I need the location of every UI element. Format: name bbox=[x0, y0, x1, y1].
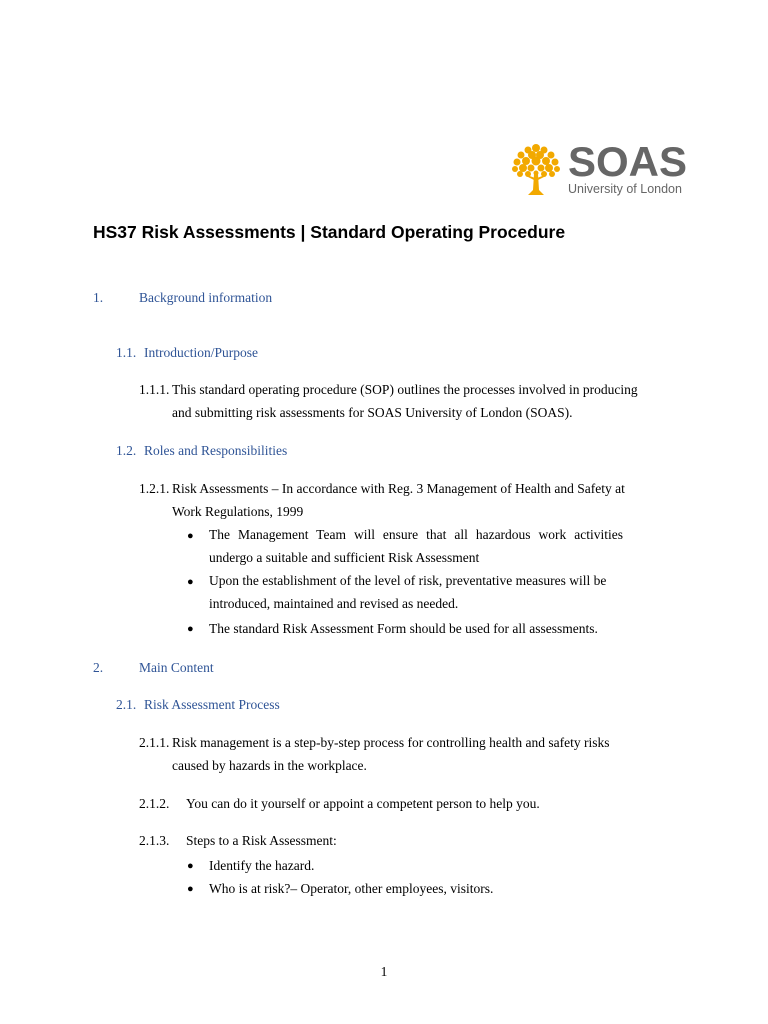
bullet-glyph: ● bbox=[187, 860, 194, 872]
section-2-1-number: 2.1. bbox=[116, 697, 137, 712]
item-2-1-2-number: 2.1.2. bbox=[139, 796, 170, 811]
section-2-heading: Main Content bbox=[139, 660, 214, 675]
item-1-2-1-number: 1.2.1. bbox=[139, 481, 170, 496]
bullet-item: The standard Risk Assessment Form should be used for all assessments. bbox=[209, 621, 598, 636]
item-2-1-3-text: Steps to a Risk Assessment: bbox=[186, 833, 337, 848]
item-2-1-3-number: 2.1.3. bbox=[139, 833, 170, 848]
item-1-2-1-line2: Work Regulations, 1999 bbox=[172, 504, 304, 519]
section-2-1-heading: Risk Assessment Process bbox=[144, 697, 280, 712]
bullet-glyph: ● bbox=[187, 883, 194, 895]
bullet-glyph: ● bbox=[187, 576, 194, 588]
item-2-1-2-text: You can do it yourself or appoint a competent person to help you. bbox=[186, 796, 540, 811]
item-1-1-1-line1: This standard operating procedure (SOP) outlines the processes involved in producing bbox=[172, 382, 638, 397]
item-1-1-1-number: 1.1.1. bbox=[139, 382, 170, 397]
logo-brand: SOAS bbox=[568, 138, 688, 185]
section-1-2-number: 1.2. bbox=[116, 443, 137, 458]
bullet-item: Identify the hazard. bbox=[209, 858, 315, 873]
bullet-item: Upon the establishment of the level of risk, preventative measures will be introduced, maintained and revised as needed. bbox=[209, 573, 607, 611]
section-1-number: 1. bbox=[93, 290, 104, 305]
item-2-1-1-line1: Risk management is a step-by-step process for controlling health and safety risks bbox=[172, 735, 610, 750]
item-1-2-1-line1: Risk Assessments – In accordance with Reg. 3 Management of Health and Safety at bbox=[172, 481, 625, 496]
page-number: 1 bbox=[380, 964, 388, 979]
section-1-heading: Background information bbox=[139, 290, 273, 305]
item-2-1-1-number: 2.1.1. bbox=[139, 735, 170, 750]
bullet-glyph: ● bbox=[187, 623, 194, 635]
section-2-number: 2. bbox=[93, 660, 104, 675]
soas-logo bbox=[508, 140, 693, 200]
logo-tagline: University of London bbox=[568, 182, 682, 196]
document-title: HS37 Risk Assessments | Standard Operating Procedure bbox=[93, 222, 566, 242]
item-2-1-1-line2: caused by hazards in the workplace. bbox=[172, 758, 367, 773]
bullet-glyph: ● bbox=[187, 530, 194, 542]
section-1-1-number: 1.1. bbox=[116, 345, 137, 360]
tree-icon bbox=[508, 140, 564, 198]
section-1-2-heading: Roles and Responsibilities bbox=[144, 443, 288, 458]
section-1-1-heading: Introduction/Purpose bbox=[144, 345, 258, 360]
bullet-item: Who is at risk?– Operator, other employees, visitors. bbox=[209, 881, 494, 896]
item-1-1-1-line2: and submitting risk assessments for SOAS University of London (SOAS). bbox=[172, 405, 573, 420]
bullet-item: The Management Team will ensure that all hazardous work activities undergo a suitable and sufficient Risk Assessment bbox=[209, 527, 623, 565]
